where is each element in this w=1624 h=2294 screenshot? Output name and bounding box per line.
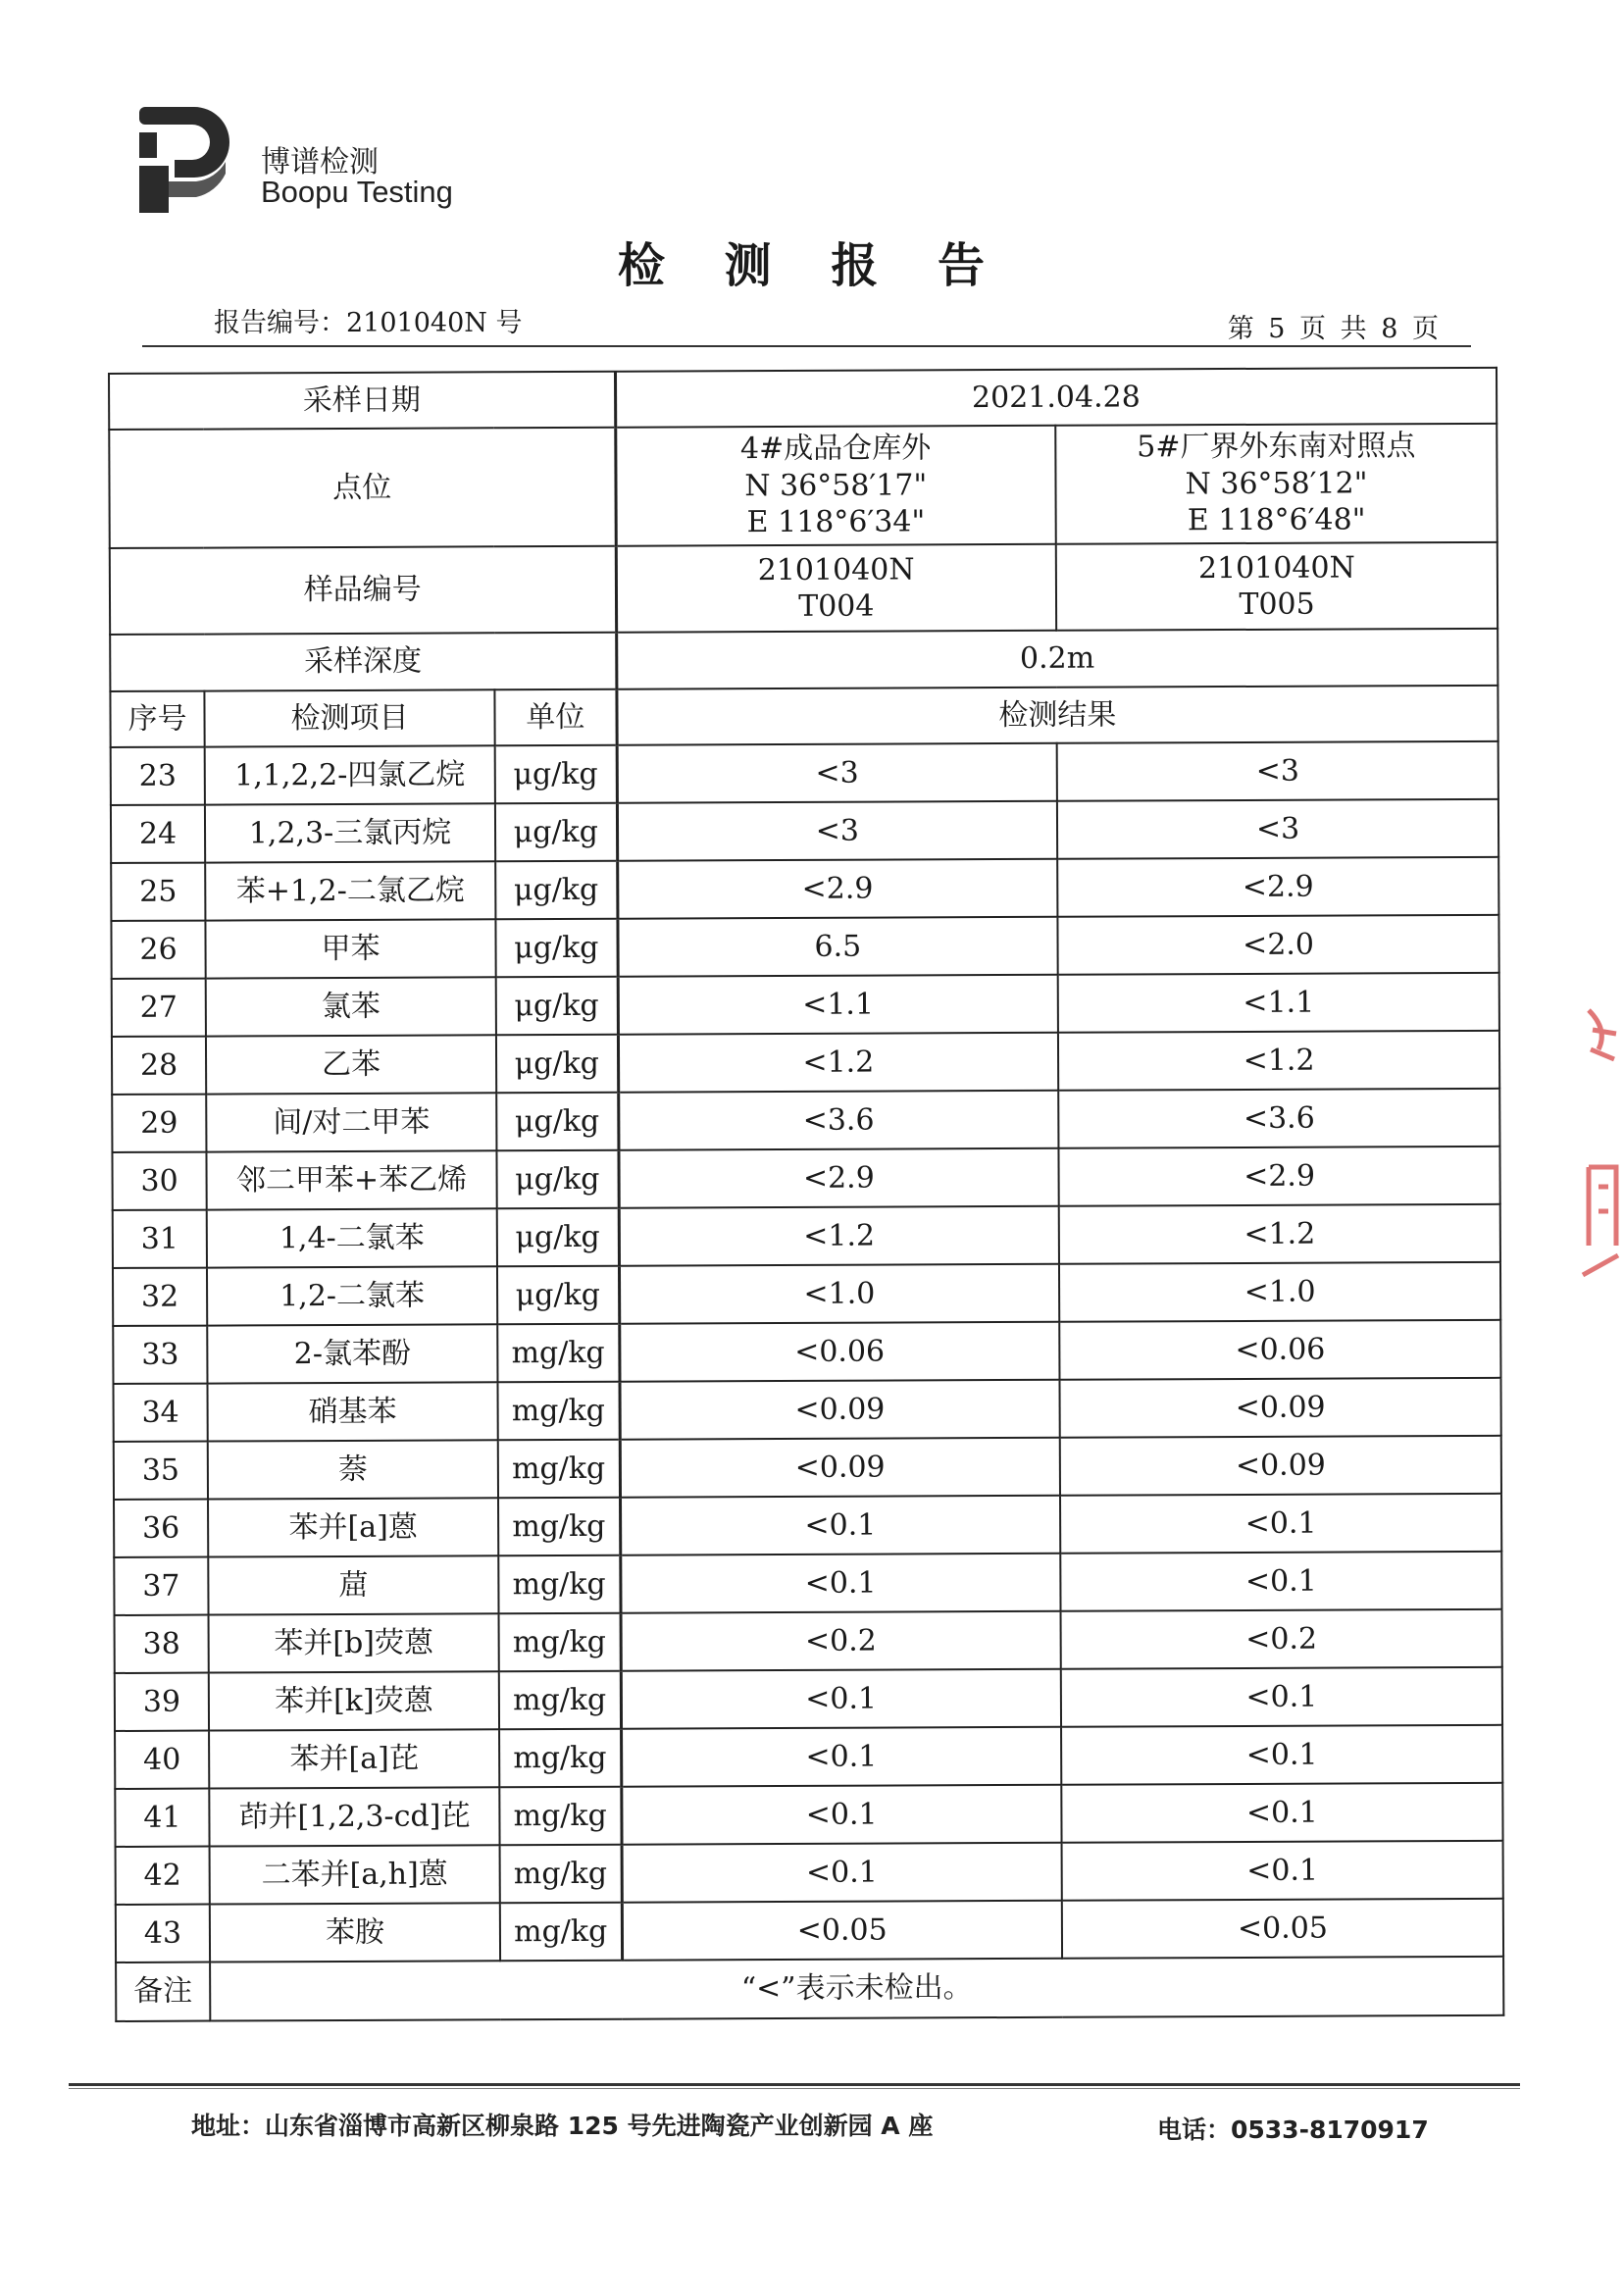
row-seq: 43 bbox=[116, 1905, 210, 1963]
row-unit: mg/kg bbox=[499, 1613, 621, 1672]
sample-date-value: 2021.04.28 bbox=[615, 368, 1497, 428]
row-seq: 31 bbox=[113, 1210, 207, 1268]
row-result-2: <0.1 bbox=[1061, 1725, 1502, 1785]
site-longitude: E 118°6′34" bbox=[746, 504, 926, 540]
row-item: 苯并[a]蒽 bbox=[208, 1498, 498, 1556]
table-row bbox=[115, 1609, 1502, 1673]
row-result-1: <0.09 bbox=[620, 1380, 1060, 1440]
row-unit: μg/kg bbox=[495, 861, 617, 920]
row-item: 硝基苯 bbox=[207, 1382, 497, 1441]
site-latitude: N 36°58′17" bbox=[744, 468, 928, 503]
row-unit: μg/kg bbox=[497, 1208, 619, 1267]
table-row bbox=[111, 799, 1498, 863]
column-header-unit: 单位 bbox=[494, 689, 616, 746]
table-row bbox=[112, 1089, 1499, 1152]
row-result-2: <1.2 bbox=[1059, 1204, 1500, 1264]
table-row bbox=[111, 915, 1498, 979]
sample-number-line2: T005 bbox=[1239, 586, 1315, 622]
row-result-1: <1.2 bbox=[618, 1033, 1058, 1093]
row-seq: 37 bbox=[114, 1557, 208, 1615]
row-result-2: <1.2 bbox=[1058, 1031, 1499, 1091]
row-unit: μg/kg bbox=[497, 1266, 619, 1325]
row-item: 1,2-二氯苯 bbox=[207, 1266, 497, 1325]
table-row bbox=[114, 1494, 1501, 1557]
row-item: 邻二甲苯+苯乙烯 bbox=[206, 1150, 496, 1209]
row-result-1: <3 bbox=[617, 743, 1057, 803]
row-result-1: <1.1 bbox=[618, 975, 1058, 1035]
row-result-2: <0.1 bbox=[1060, 1552, 1501, 1611]
table-row bbox=[115, 1783, 1502, 1847]
row-seq: 32 bbox=[113, 1268, 207, 1326]
row-seq: 26 bbox=[111, 921, 205, 979]
result-rows bbox=[111, 741, 1503, 1963]
row-item: 苯+1,2-二氯乙烷 bbox=[205, 861, 495, 920]
sample-number-cell-1 bbox=[616, 544, 1056, 633]
row-result-2: <0.1 bbox=[1061, 1667, 1502, 1727]
row-result-2: <3 bbox=[1057, 741, 1498, 801]
row-result-1: <0.1 bbox=[621, 1727, 1061, 1787]
row-seq: 38 bbox=[115, 1615, 209, 1673]
row-item: 1,1,2,2-四氯乙烷 bbox=[205, 745, 495, 804]
row-seq: 41 bbox=[115, 1789, 209, 1847]
row-unit: mg/kg bbox=[498, 1498, 620, 1556]
depth-row bbox=[110, 629, 1497, 691]
row-item: 苯并[a]芘 bbox=[209, 1729, 499, 1788]
row-result-2: <2.9 bbox=[1058, 1147, 1499, 1206]
row-result-2: <1.1 bbox=[1058, 973, 1499, 1033]
row-seq: 27 bbox=[112, 979, 206, 1037]
row-item: 苯并[b]荧蒽 bbox=[209, 1613, 499, 1672]
row-result-2: <0.05 bbox=[1062, 1899, 1503, 1959]
table-row bbox=[113, 1378, 1500, 1442]
sample-number-line1: 2101040N bbox=[1197, 549, 1355, 586]
row-result-2: <0.06 bbox=[1059, 1320, 1500, 1380]
site-name: 5#厂界外东南对照点 bbox=[1137, 429, 1416, 465]
column-header-item: 检测项目 bbox=[204, 689, 494, 746]
row-result-1: <3 bbox=[617, 801, 1057, 861]
boopu-logo-icon bbox=[135, 103, 233, 216]
row-item: 1,2,3-三氯丙烷 bbox=[205, 803, 495, 862]
row-result-2: <3.6 bbox=[1058, 1089, 1499, 1148]
row-item: 茚并[1,2,3-cd]芘 bbox=[209, 1787, 499, 1846]
row-result-1: <0.06 bbox=[619, 1322, 1059, 1382]
results-table bbox=[108, 367, 1504, 2022]
table-row bbox=[113, 1204, 1500, 1268]
row-result-2: <3 bbox=[1057, 799, 1498, 859]
row-item: 1,4-二氯苯 bbox=[207, 1208, 497, 1267]
row-result-2: <1.0 bbox=[1059, 1262, 1500, 1322]
row-unit: μg/kg bbox=[496, 977, 618, 1036]
table-row bbox=[111, 857, 1498, 921]
table-row bbox=[115, 1667, 1502, 1731]
row-result-1: <1.2 bbox=[619, 1206, 1059, 1266]
site-name: 4#成品仓库外 bbox=[739, 431, 932, 467]
row-unit: μg/kg bbox=[496, 1150, 618, 1209]
row-unit: mg/kg bbox=[497, 1324, 619, 1383]
row-seq: 28 bbox=[112, 1037, 206, 1095]
row-seq: 25 bbox=[111, 863, 205, 921]
table-row bbox=[113, 1262, 1500, 1326]
row-result-1: <1.0 bbox=[619, 1264, 1059, 1324]
page-number: 第 5 页 共 8 页 bbox=[1227, 314, 1442, 344]
row-seq: 24 bbox=[111, 805, 205, 863]
row-unit: mg/kg bbox=[500, 1845, 622, 1904]
row-unit: μg/kg bbox=[496, 1035, 618, 1094]
row-unit: mg/kg bbox=[500, 1903, 622, 1962]
row-unit: mg/kg bbox=[498, 1440, 620, 1499]
row-result-1: <0.1 bbox=[622, 1843, 1062, 1903]
row-seq: 42 bbox=[116, 1847, 210, 1905]
row-result-1: <0.2 bbox=[621, 1611, 1061, 1671]
row-seq: 33 bbox=[113, 1326, 207, 1384]
site-label: 点位 bbox=[109, 428, 616, 548]
column-header-row bbox=[110, 686, 1497, 747]
depth-value: 0.2m bbox=[616, 629, 1497, 689]
seal-stamp-icon bbox=[1569, 991, 1624, 1285]
sample-number-cell-2 bbox=[1056, 542, 1497, 631]
table-row bbox=[116, 1899, 1503, 1963]
footer-divider bbox=[69, 2083, 1520, 2086]
row-item: 苯胺 bbox=[210, 1903, 500, 1962]
row-unit: μg/kg bbox=[496, 1093, 618, 1151]
row-unit: μg/kg bbox=[495, 803, 617, 862]
row-item: 二苯并[a,h]蒽 bbox=[210, 1845, 500, 1904]
report-title: 检 测 报 告 bbox=[617, 238, 1007, 293]
brand-name-cn: 博谱检测 bbox=[261, 145, 379, 179]
row-unit: μg/kg bbox=[495, 745, 617, 804]
site-latitude: N 36°58′12" bbox=[1185, 466, 1368, 501]
row-seq: 29 bbox=[112, 1095, 206, 1152]
row-item: 氯苯 bbox=[206, 977, 496, 1036]
row-item: 乙苯 bbox=[206, 1035, 496, 1094]
row-item: 䓛 bbox=[208, 1555, 498, 1614]
row-unit: mg/kg bbox=[498, 1555, 620, 1614]
depth-label: 采样深度 bbox=[110, 633, 616, 691]
row-result-1: <2.9 bbox=[618, 1148, 1058, 1208]
sample-number-row bbox=[110, 542, 1497, 635]
row-result-2: <0.1 bbox=[1060, 1494, 1501, 1554]
row-result-2: <0.09 bbox=[1060, 1436, 1501, 1496]
row-result-2: <0.2 bbox=[1061, 1609, 1502, 1669]
table-row bbox=[112, 1147, 1499, 1210]
remark-label: 备注 bbox=[116, 1963, 210, 2021]
site-row bbox=[109, 424, 1497, 548]
site-longitude: E 118°6′48" bbox=[1187, 502, 1366, 538]
row-result-1: <2.9 bbox=[617, 859, 1057, 919]
row-seq: 40 bbox=[115, 1731, 209, 1789]
table-row bbox=[116, 1841, 1503, 1905]
row-seq: 23 bbox=[111, 747, 205, 805]
row-result-1: <0.1 bbox=[621, 1785, 1061, 1845]
row-seq: 34 bbox=[113, 1384, 207, 1442]
table-row bbox=[114, 1436, 1501, 1500]
sample-date-label: 采样日期 bbox=[109, 372, 615, 430]
row-result-1: <0.1 bbox=[620, 1496, 1060, 1555]
row-unit: mg/kg bbox=[499, 1787, 621, 1846]
row-seq: 30 bbox=[112, 1152, 206, 1210]
sample-number-label: 样品编号 bbox=[110, 546, 616, 635]
row-result-1: <0.1 bbox=[621, 1669, 1061, 1729]
table-row bbox=[112, 1031, 1499, 1095]
brand-name-en: Boopu Testing bbox=[261, 175, 453, 209]
table-row bbox=[115, 1725, 1502, 1789]
footer-divider-thin bbox=[69, 2088, 1520, 2089]
row-item: 苯并[k]荧蒽 bbox=[209, 1671, 499, 1730]
sample-number-line1: 2101040N bbox=[757, 551, 915, 587]
table-row bbox=[113, 1320, 1500, 1384]
header-divider bbox=[142, 345, 1471, 347]
footer-phone: 电话：0533-8170917 bbox=[1157, 2116, 1429, 2144]
row-seq: 39 bbox=[115, 1673, 209, 1731]
sample-number-line2: T004 bbox=[798, 588, 875, 624]
row-seq: 36 bbox=[114, 1500, 208, 1557]
site-cell-2 bbox=[1055, 424, 1497, 544]
row-result-1: 6.5 bbox=[617, 917, 1057, 977]
column-header-seq: 序号 bbox=[110, 691, 204, 747]
remark-text: “<”表示未检出。 bbox=[210, 1957, 1503, 2021]
row-item: 2-氯苯酚 bbox=[207, 1324, 497, 1383]
row-unit: mg/kg bbox=[499, 1729, 621, 1788]
footer-address: 地址：山东省淄博市高新区柳泉路 125 号先进陶瓷产业创新园 A 座 bbox=[191, 2112, 934, 2140]
column-header-result: 检测结果 bbox=[616, 686, 1497, 745]
row-item: 甲苯 bbox=[205, 919, 495, 978]
row-result-2: <0.1 bbox=[1061, 1783, 1502, 1843]
sample-date-row bbox=[109, 368, 1497, 430]
row-unit: mg/kg bbox=[497, 1382, 619, 1441]
table-row bbox=[114, 1552, 1501, 1615]
table-row bbox=[112, 973, 1499, 1037]
row-unit: mg/kg bbox=[499, 1671, 621, 1730]
row-result-2: <0.1 bbox=[1062, 1841, 1503, 1901]
row-result-1: <0.05 bbox=[622, 1901, 1062, 1961]
row-item: 间/对二甲苯 bbox=[206, 1093, 496, 1151]
row-seq: 35 bbox=[114, 1442, 208, 1500]
row-unit: μg/kg bbox=[495, 919, 617, 978]
row-item: 萘 bbox=[208, 1440, 498, 1499]
report-number: 报告编号：2101040N 号 bbox=[214, 308, 523, 338]
remark-row bbox=[116, 1957, 1503, 2021]
row-result-2: <2.9 bbox=[1057, 857, 1498, 917]
row-result-1: <3.6 bbox=[618, 1091, 1058, 1150]
site-cell-1 bbox=[615, 426, 1056, 546]
row-result-2: <2.0 bbox=[1057, 915, 1498, 975]
row-result-1: <0.1 bbox=[620, 1554, 1060, 1613]
row-result-1: <0.09 bbox=[620, 1438, 1060, 1498]
table-row bbox=[111, 741, 1498, 805]
row-result-2: <0.09 bbox=[1060, 1378, 1501, 1438]
